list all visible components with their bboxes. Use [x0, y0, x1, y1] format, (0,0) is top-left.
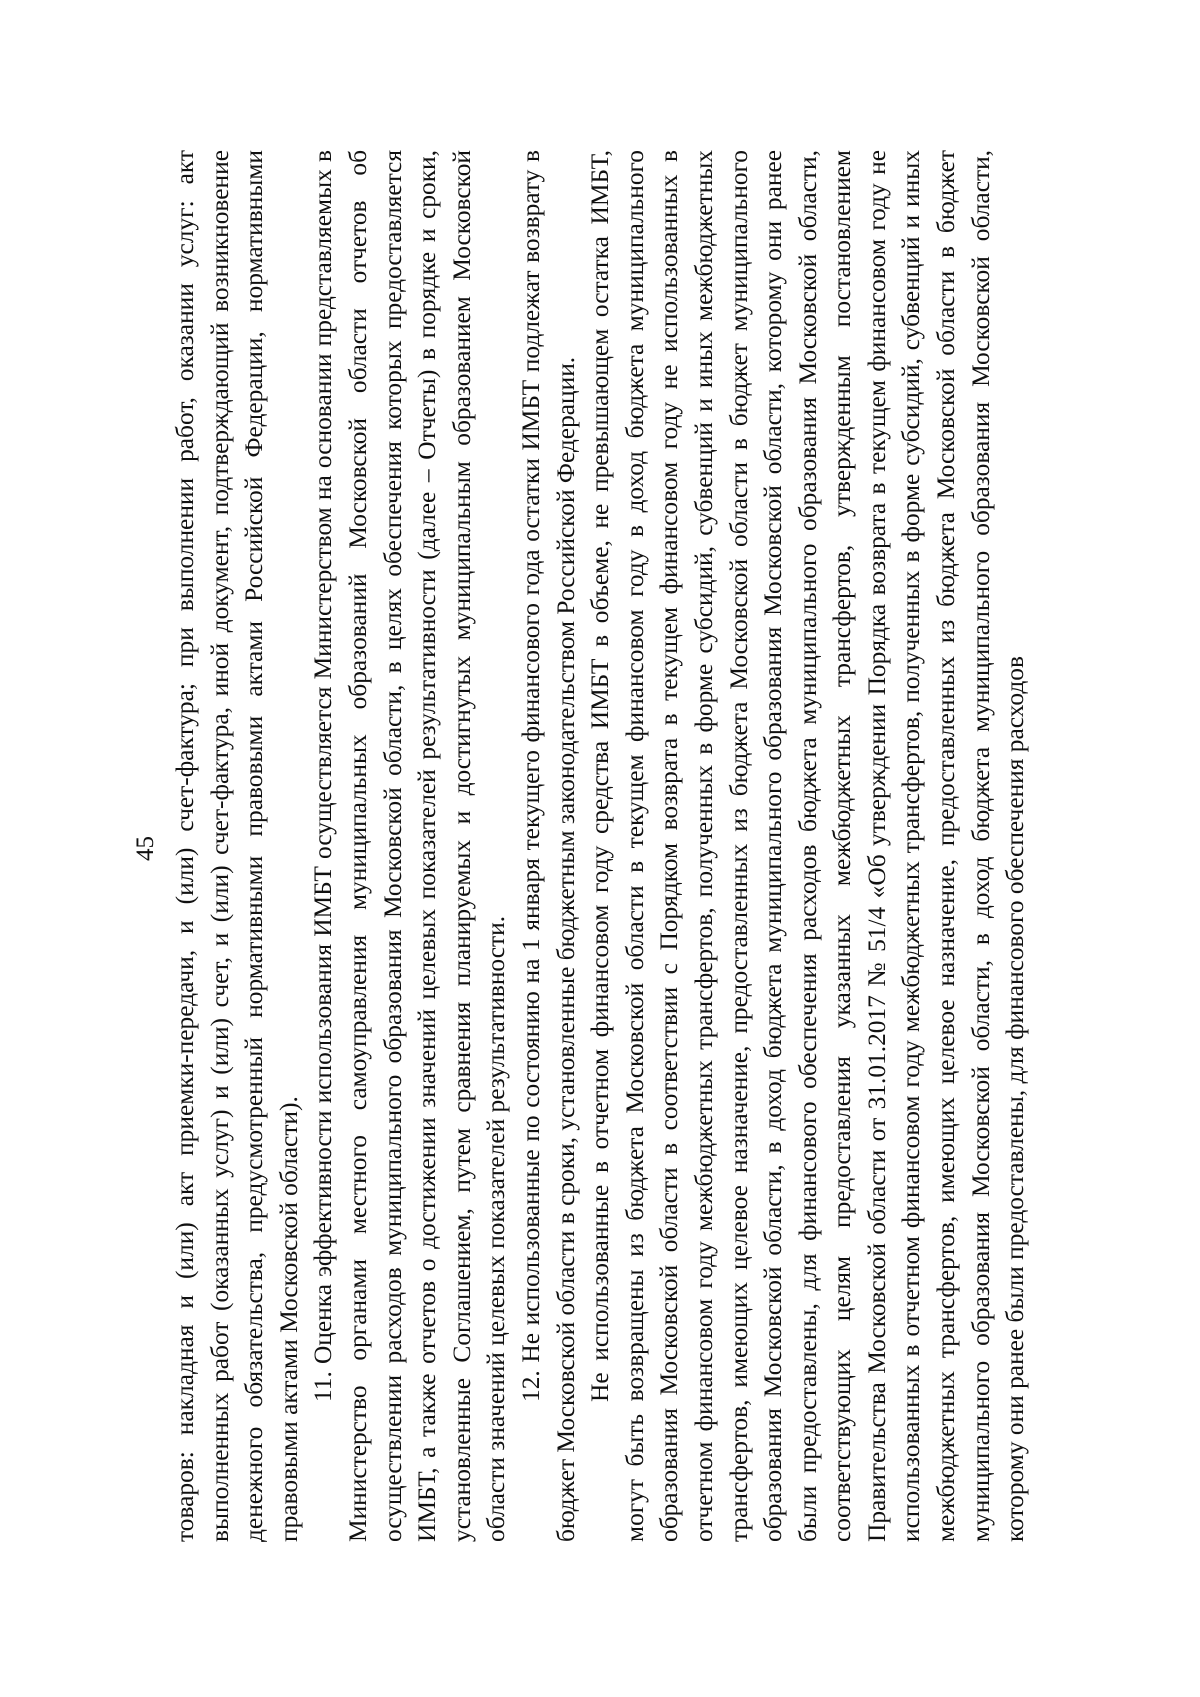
paragraph-11: 11. Оценка эффективности использования ИМБТ осуществляется Министерством на основании представляемых в Министерство органами местного самоуправления муниципальных образований Московской области отчетов об осуществлении расходов муниципального образования Московской области, в целях обеспечения которых предоставляется ИМБТ, а также отчетов о достижении значений целевых показателей результативности (далее – Отчеты) в порядке и сроки, установленные Соглашением, путем сравнения планируемых и достигнутых муниципальным образованием Московской области значений целевых показателей результативности. [309, 150, 511, 1542]
page-number: 45 [132, 836, 159, 861]
paragraph-continuation: товаров: накладная и (или) акт приемки-передачи, и (или) счет-фактура; при выполнении работ, оказании услуг: акт выполненных работ (оказанных услуг) и (или) счет, и (или) счет-фактура, иной документ, подтверждающий возникновение денежного обязательства, предусмотренный нормативными правовыми актами Российской Федерации, нормативными правовыми актами Московской области). [171, 150, 303, 1542]
paragraph-12-continued: Не использованные в отчетном финансовом году средства ИМБТ в объеме, не превышающем остатка ИМБТ, могут быть возвращены из бюджета Московской области в текущем финансовом году в доход бюджета муниципального образования Московской области в соответствии с Порядком возврата в текущем финансовом году не использованных в отчетном финансовом году межбюджетных трансфертов, полученных в форме субсидий, субвенций и иных межбюджетных трансфертов, имеющих целевое назначение, предоставленных из бюджета Московской области в бюджет муниципального образования Московской области, в доход бюджета муниципального образования Московской области, которому они ранее были предоставлены, для финансового обеспечения расходов бюджета муниципального образования Московской области, соответствующих целям предоставления указанных межбюджетных трансфертов, утвержденным постановлением Правительства Московской области от 31.01.2017 № 51/4 «Об утверждении Порядка возврата в текущем финансовом году не использованных в отчетном финансовом году межбюджетных трансфертов, полученных в форме субсидий, субвенций и иных межбюджетных трансфертов, имеющих целевое назначение, предоставленных из бюджета Московской области в бюджет муниципального образования Московской области, в доход бюджета муниципального образования Московской области, которому они ранее были предоставлены, для финансового обеспечения расходов [586, 150, 1030, 1542]
document-body [168, 150, 1033, 1542]
paragraph-12: 12. Не использованные по состоянию на 1 января текущего финансового года остатки ИМБТ подлежат возврату в бюджет Московской области в сроки, установленные бюджетным законодательством Российской Федерации. [516, 150, 580, 1542]
